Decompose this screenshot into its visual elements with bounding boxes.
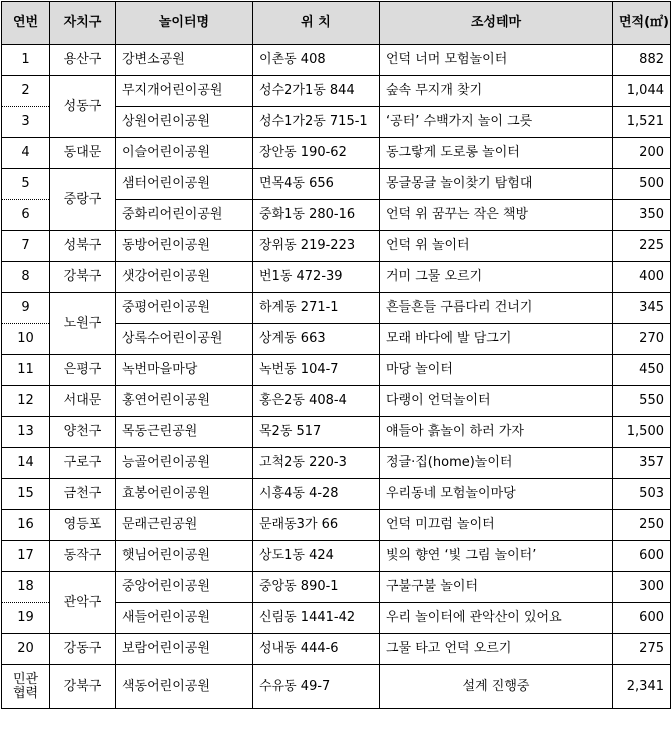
row-location: 장안동 190-62 (253, 138, 380, 169)
row-location: 신림동 1441-42 (253, 603, 380, 634)
row-district: 노원구 (50, 293, 116, 355)
row-playground-name: 녹번마을마당 (116, 355, 253, 386)
row-area: 550 (613, 386, 671, 417)
row-no: 10 (2, 324, 50, 355)
row-no: 19 (2, 603, 50, 634)
table-row (2, 448, 671, 479)
table-row (2, 262, 671, 293)
row-no: 5 (2, 169, 50, 200)
row-location: 번1동 472-39 (253, 262, 380, 293)
row-theme: 얘들아 흙놀이 하러 가자 (380, 417, 613, 448)
row-theme: 몽글몽글 놀이찾기 탐험대 (380, 169, 613, 200)
row-location: 중앙동 890-1 (253, 572, 380, 603)
table-row (2, 138, 671, 169)
row-no: 9 (2, 293, 50, 324)
row-district: 동대문 (50, 138, 116, 169)
header-playground-name: 놀이터명 (116, 2, 253, 45)
row-area: 503 (613, 479, 671, 510)
row-district: 중랑구 (50, 169, 116, 231)
table-row (2, 169, 671, 200)
header-theme: 조성테마 (380, 2, 613, 45)
table-row (2, 45, 671, 76)
row-no: 3 (2, 107, 50, 138)
row-area: 1,500 (613, 417, 671, 448)
row-playground-name: 목동근린공원 (116, 417, 253, 448)
row-playground-name: 중평어린이공원 (116, 293, 253, 324)
row-area: 500 (613, 169, 671, 200)
row-area: 1,044 (613, 76, 671, 107)
row-district: 양천구 (50, 417, 116, 448)
row-location: 상계동 663 (253, 324, 380, 355)
row-playground-name: 햇님어린이공원 (116, 541, 253, 572)
row-district: 동작구 (50, 541, 116, 572)
row-location: 장위동 219-223 (253, 231, 380, 262)
row-theme: 마당 놀이터 (380, 355, 613, 386)
row-playground-name: 동방어린이공원 (116, 231, 253, 262)
row-area: 600 (613, 541, 671, 572)
row-location: 고척2동 220-3 (253, 448, 380, 479)
row-no: 7 (2, 231, 50, 262)
row-location: 시흥4동 4-28 (253, 479, 380, 510)
table-row (2, 76, 671, 107)
row-playground-name: 새들어린이공원 (116, 603, 253, 634)
row-no: 14 (2, 448, 50, 479)
row-district: 성동구 (50, 76, 116, 138)
row-theme: 거미 그물 오르기 (380, 262, 613, 293)
row-district: 강북구 (50, 665, 116, 709)
row-playground-name: 색동어린이공원 (116, 665, 253, 709)
row-no: 17 (2, 541, 50, 572)
row-district: 금천구 (50, 479, 116, 510)
row-location: 성내동 444-6 (253, 634, 380, 665)
table-row (2, 386, 671, 417)
row-district: 용산구 (50, 45, 116, 76)
row-no: 13 (2, 417, 50, 448)
row-location: 상도1동 424 (253, 541, 380, 572)
row-location: 성수1가2동 715-1 (253, 107, 380, 138)
row-no: 1 (2, 45, 50, 76)
table-row (2, 634, 671, 665)
row-theme: 언덕 미끄럼 놀이터 (380, 510, 613, 541)
partnership-line-2: 협력 (12, 685, 39, 701)
row-theme: 우리동네 모험놀이마당 (380, 479, 613, 510)
row-no: 4 (2, 138, 50, 169)
row-theme: 구불구불 놀이터 (380, 572, 613, 603)
row-no: 16 (2, 510, 50, 541)
row-theme: 우리 놀이터에 관악산이 있어요 (380, 603, 613, 634)
row-area: 600 (613, 603, 671, 634)
row-theme: 설계 진행중 (380, 665, 613, 709)
row-theme: 흔들흔들 구름다리 건너기 (380, 293, 613, 324)
row-playground-name: 홍연어린이공원 (116, 386, 253, 417)
row-theme: 모래 바다에 발 담그기 (380, 324, 613, 355)
row-no: 18 (2, 572, 50, 603)
row-theme: 언덕 너머 모험놀이터 (380, 45, 613, 76)
row-no: 2 (2, 76, 50, 107)
row-area: 345 (613, 293, 671, 324)
row-district: 관악구 (50, 572, 116, 634)
row-playground-name: 중앙어린이공원 (116, 572, 253, 603)
row-district: 강북구 (50, 262, 116, 293)
table-row (2, 479, 671, 510)
row-location: 성수2가1동 844 (253, 76, 380, 107)
row-location: 면목4동 656 (253, 169, 380, 200)
row-district: 강동구 (50, 634, 116, 665)
row-no: 6 (2, 200, 50, 231)
row-location: 문래동3가 66 (253, 510, 380, 541)
row-theme: 빛의 향연 ‘빛 그림 놀이터’ (380, 541, 613, 572)
row-district: 은평구 (50, 355, 116, 386)
row-area: 250 (613, 510, 671, 541)
table-row (2, 231, 671, 262)
table-row (2, 293, 671, 324)
row-theme: ‘공터’ 수백가지 놀이 그릇 (380, 107, 613, 138)
row-district: 영등포 (50, 510, 116, 541)
table-header-row (2, 2, 671, 45)
row-theme: 그물 타고 언덕 오르기 (380, 634, 613, 665)
row-playground-name: 보람어린이공원 (116, 634, 253, 665)
row-location: 수유동 49-7 (253, 665, 380, 709)
row-theme: 숲속 무지개 찾기 (380, 76, 613, 107)
row-area: 270 (613, 324, 671, 355)
header-no: 연번 (2, 2, 50, 45)
row-playground-name: 이슬어린이공원 (116, 138, 253, 169)
row-playground-name: 문래근린공원 (116, 510, 253, 541)
row-no: 20 (2, 634, 50, 665)
row-area: 1,521 (613, 107, 671, 138)
row-theme: 다랭이 언덕놀이터 (380, 386, 613, 417)
row-area: 450 (613, 355, 671, 386)
row-area: 275 (613, 634, 671, 665)
row-no: 15 (2, 479, 50, 510)
row-playground-name: 무지개어린이공원 (116, 76, 253, 107)
table-row (2, 572, 671, 603)
row-location: 녹번동 104-7 (253, 355, 380, 386)
header-location: 위 치 (253, 2, 380, 45)
row-playground-name: 샘터어린이공원 (116, 169, 253, 200)
row-no: 8 (2, 262, 50, 293)
row-location: 홍은2동 408-4 (253, 386, 380, 417)
row-location: 하계동 271-1 (253, 293, 380, 324)
row-no-partnership (2, 665, 50, 709)
row-area: 400 (613, 262, 671, 293)
table-row (2, 417, 671, 448)
row-district: 성북구 (50, 231, 116, 262)
row-playground-name: 샛강어린이공원 (116, 262, 253, 293)
row-area: 2,341 (613, 665, 671, 709)
row-area: 357 (613, 448, 671, 479)
row-location: 중화1동 280-16 (253, 200, 380, 231)
row-area: 200 (613, 138, 671, 169)
row-area: 882 (613, 45, 671, 76)
row-theme: 정글·집(home)놀이터 (380, 448, 613, 479)
table-row (2, 541, 671, 572)
row-area: 225 (613, 231, 671, 262)
row-playground-name: 중화리어린이공원 (116, 200, 253, 231)
table-row (2, 510, 671, 541)
table-row-partnership (2, 665, 671, 709)
header-area: 면적(㎡) (613, 2, 671, 45)
row-no: 11 (2, 355, 50, 386)
row-area: 300 (613, 572, 671, 603)
row-district: 구로구 (50, 448, 116, 479)
row-area: 350 (613, 200, 671, 231)
row-playground-name: 효봉어린이공원 (116, 479, 253, 510)
row-location: 목2동 517 (253, 417, 380, 448)
row-theme: 언덕 위 꿈꾸는 작은 책방 (380, 200, 613, 231)
row-playground-name: 능골어린이공원 (116, 448, 253, 479)
row-no: 12 (2, 386, 50, 417)
partnership-line-1: 민관 (12, 671, 39, 687)
row-district: 서대문 (50, 386, 116, 417)
row-theme: 동그랗게 도로롱 놀이터 (380, 138, 613, 169)
row-playground-name: 상록수어린이공원 (116, 324, 253, 355)
row-playground-name: 상원어린이공원 (116, 107, 253, 138)
table-row (2, 355, 671, 386)
row-location: 이촌동 408 (253, 45, 380, 76)
row-theme: 언덕 위 놀이터 (380, 231, 613, 262)
row-playground-name: 강변소공원 (116, 45, 253, 76)
playground-table (1, 1, 671, 709)
header-district: 자치구 (50, 2, 116, 45)
